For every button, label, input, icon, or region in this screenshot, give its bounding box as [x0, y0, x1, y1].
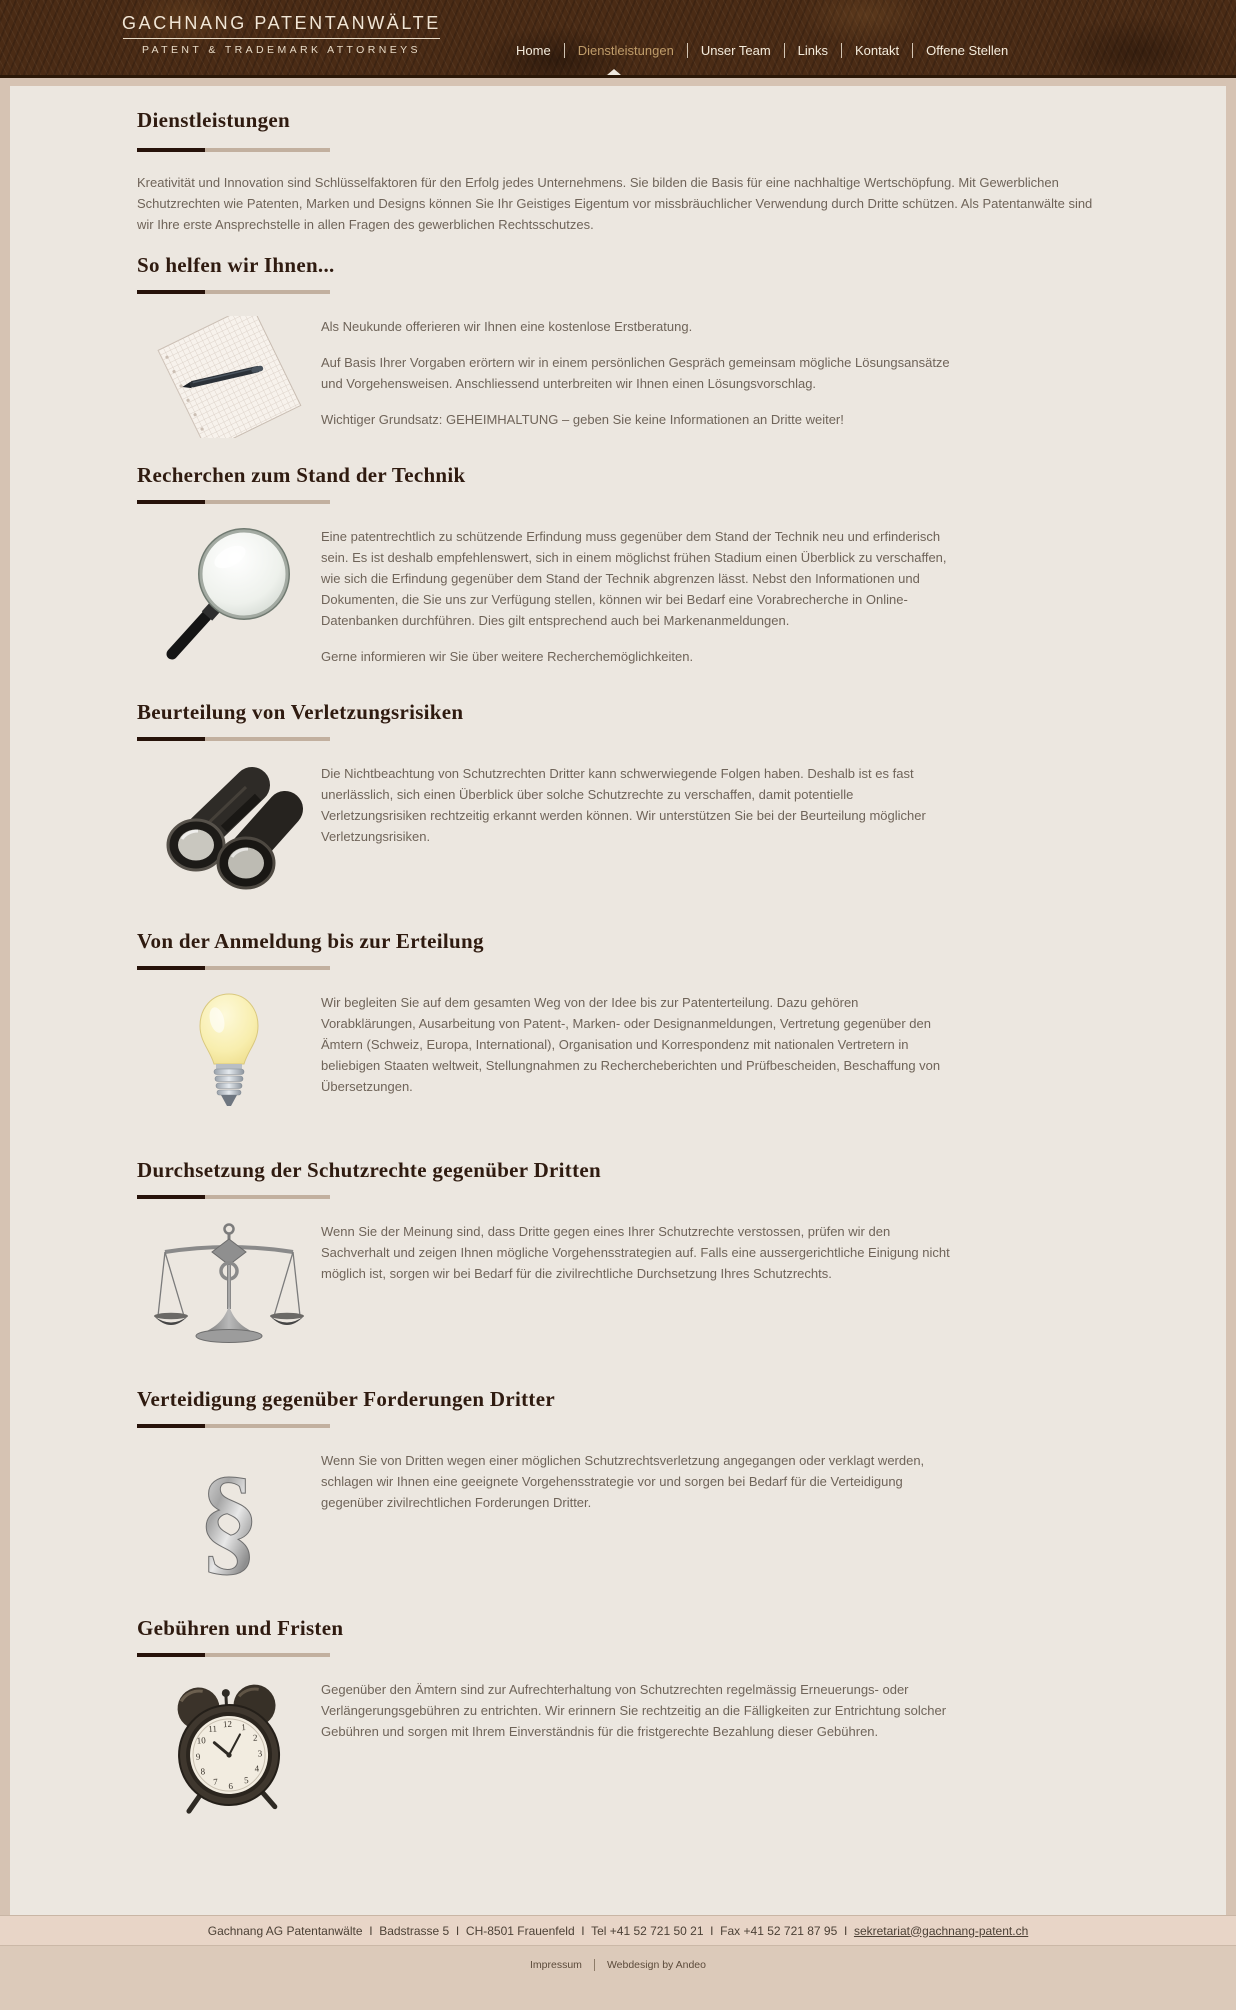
nav-item-offene-stellen[interactable]: Offene Stellen	[926, 43, 1009, 58]
logo-title: GACHNANG PATENTANWÄLTE	[122, 13, 441, 33]
heading-rule	[137, 1424, 330, 1428]
svg-text:5: 5	[243, 1775, 249, 1786]
footer-contact-text: Gachnang AG Patentanwälte I Badstrasse 5 I CH-8501 Frauenfeld I Tel +41 52 721 50 21 I Fax +41 52 721 87 95 I	[207, 1923, 854, 1938]
site-header	[0, 0, 1236, 78]
section-title: Beurteilung von Verletzungsrisiken	[137, 700, 464, 724]
footer-email-link[interactable]: sekretariat@gachnang-patent.ch	[853, 1923, 1029, 1938]
paragraph-symbol-image	[137, 1448, 321, 1598]
notepad-pen-image	[137, 314, 321, 445]
section-so-helfen-wir-ihnen	[137, 253, 1127, 445]
intro-paragraph: Kreativität und Innovation sind Schlüsselfaktoren für den Erfolg jedes Unternehmens. Sie bilden die Basis für eine nachhaltige Wertschöpfung. Mit Gewerblichen Schutzrechten wie Patenten, Marken und Designs können Sie Ihr Geistiges Eigentum vor missbräuchlicher Verwendung durch Dritte schützen. Als Patentanwälte sind wir Ihre erste Ansprechstelle in allen Fragen des gewerblichen Rechtsschutzes.	[137, 175, 1093, 232]
logo-underline	[123, 38, 440, 39]
svg-text:3: 3	[257, 1748, 263, 1759]
nav-item-kontakt[interactable]: Kontakt	[855, 43, 900, 58]
svg-text:9: 9	[195, 1751, 201, 1762]
footer-link-impressum[interactable]: Impressum	[530, 1959, 582, 1971]
section-paragraph: Wenn Sie der Meinung sind, dass Dritte gegen eines Ihrer Schutzrechte verstossen, prüfen wir den Sachverhalt und zeigen Ihnen mögliche Vorgehensstrategien auf. Falls eine aussergerichtliche Einigung nicht möglich ist, sorgen wir bei Bedarf für die zivilrechtliche Durchsetzung Ihres Schutzrechts.	[321, 1224, 950, 1281]
svg-text:6: 6	[228, 1780, 234, 1792]
section-beurteilung	[137, 700, 1127, 911]
nav-item-links[interactable]: Links	[797, 43, 829, 58]
nav-item-home[interactable]: Home	[516, 43, 551, 58]
section-paragraph: Eine patentrechtlich zu schützende Erfindung muss gegenüber dem Stand der Technik neu und erfinderisch sein. Es ist deshalb empfehlenswert, sich in einem möglichst frühen Stadium einen Überblick zu verschaffen, wie sich die Erfindung gegenüber dem Stand der Technik abgrenzen lässt. Nebst den Informationen und Dokumenten, die Sie uns zur Verfügung stellen, können wir bei Bedarf eine Vorabrecherche in Online-Datenbanken durchführen. Dies gilt entsprechend auch bei Markenanmeldungen.	[321, 529, 947, 628]
site-logo[interactable]	[122, 13, 441, 56]
section-gebuehren	[137, 1616, 1127, 1827]
site-footer	[0, 1915, 1236, 2010]
section-paragraph: Wenn Sie von Dritten wegen einer möglichen Schutzrechtsverletzung angegangen oder verklagt werden, schlagen wir Ihnen eine geeignete Vorgehensstrategie vor und sorgen bei Bedarf für die Verteidigung gegenüber zivilrechtlichen Forderungen Dritter.	[321, 1453, 925, 1510]
nav-item-dienstleistungen[interactable]: Dienstleistungen	[577, 43, 674, 58]
svg-text:8: 8	[200, 1766, 206, 1777]
binoculars-image	[137, 761, 321, 911]
svg-text:4: 4	[254, 1763, 260, 1774]
header-gap-strip	[0, 78, 1236, 86]
section-title: Durchsetzung der Schutzrechte gegenüber Dritten	[137, 1158, 601, 1182]
section-paragraph: Die Nichtbeachtung von Schutzrechten Dritter kann schwerwiegende Folgen haben. Deshalb ist es fast unerlässlich, sich einen Überblick über solche Schutzrechte zu verschaffen, damit potentielle Verletzungsrisiken rechtzeitig erkannt werden können. Wir unterstützen Sie bei der Beurteilung möglicher Verletzungsrisiken.	[321, 766, 926, 844]
section-title: Recherchen zum Stand der Technik	[137, 463, 466, 487]
svg-text:2: 2	[252, 1732, 258, 1743]
heading-rule	[137, 966, 330, 970]
footer-contact-bar	[0, 1915, 1236, 1946]
section-paragraph: Wichtiger Grundsatz: GEHEIMHALTUNG – geben Sie keine Informationen an Dritte weiter!	[321, 412, 844, 427]
active-nav-indicator	[607, 69, 621, 75]
svg-text:10: 10	[196, 1735, 207, 1746]
section-title: Von der Anmeldung bis zur Erteilung	[137, 929, 484, 953]
svg-text:7: 7	[212, 1776, 218, 1787]
heading-rule	[137, 1195, 330, 1199]
svg-text:12: 12	[222, 1718, 233, 1730]
scales-image	[137, 1219, 321, 1369]
section-title: So helfen wir Ihnen...	[137, 253, 335, 277]
section-paragraph: Wir begleiten Sie auf dem gesamten Weg von der Idee bis zur Patenterteilung. Dazu gehören Vorabklärungen, Ausarbeitung von Patent-, Marken- oder Designanmeldungen, Vertretung gegenüber den Ämtern (Schweiz, Europa, International), Organisation und Korrespondenz mit nationalen Vertretern in beliebigen Staaten weltweit, Stellungnahmen zu Rechercheberichten und Prüfbescheiden, Beschaffung von Übersetzungen.	[321, 995, 941, 1094]
section-durchsetzung	[137, 1158, 1127, 1369]
section-title: Verteidigung gegenüber Forderungen Dritter	[137, 1387, 555, 1411]
main-content	[10, 86, 1226, 1915]
heading-rule	[137, 737, 330, 741]
heading-rule	[137, 290, 330, 294]
heading-rule	[137, 1653, 330, 1657]
alarm-clock-image	[137, 1677, 321, 1827]
nav-item-unser-team[interactable]: Unser Team	[700, 43, 771, 58]
section-recherchen	[137, 463, 1127, 682]
svg-text:1: 1	[241, 1722, 247, 1733]
lightbulb-image	[137, 990, 321, 1140]
page-title: Dienstleistungen	[137, 108, 290, 132]
svg-text:11: 11	[208, 1723, 218, 1735]
heading-rule	[137, 500, 330, 504]
section-paragraph: Gerne informieren wir Sie über weitere Recherchemöglichkeiten.	[321, 649, 694, 664]
logo-subtitle: PATENT & TRADEMARK ATTORNEYS	[141, 44, 421, 56]
section-anmeldung	[137, 929, 1127, 1140]
section-paragraph: Gegenüber den Ämtern sind zur Aufrechterhaltung von Schutzrechten regelmässig Erneuerungs- oder Verlängerungsgebühren zu entrichten. Wir erinnern Sie rechtzeitig an die Fälligkeiten zur Entrichtung solcher Gebühren und sorgen mit Ihrem Einverständnis für die fristgerechte Bezahlung dieser Gebühren.	[321, 1682, 947, 1739]
section-paragraph: Als Neukunde offerieren wir Ihnen eine kostenlose Erstberatung.	[321, 319, 693, 334]
main-nav	[503, 43, 1021, 58]
section-paragraph: Auf Basis Ihrer Vorgaben erörtern wir in einem persönlichen Gespräch gemeinsam mögliche Lösungsansätze und Vorgehensweisen. Anschliessend unterbreiten wir Ihnen einen Lösungsvorschlag.	[321, 355, 950, 391]
heading-rule	[137, 148, 330, 152]
section-verteidigung	[137, 1387, 1127, 1598]
section-title: Gebühren und Fristen	[137, 1616, 344, 1640]
footer-bottom-bar	[0, 1946, 1236, 2010]
magnifier-image	[137, 524, 321, 682]
footer-link-webdesign[interactable]: Webdesign by Andeo	[606, 1959, 706, 1971]
svg-text:§: §	[198, 1452, 260, 1587]
